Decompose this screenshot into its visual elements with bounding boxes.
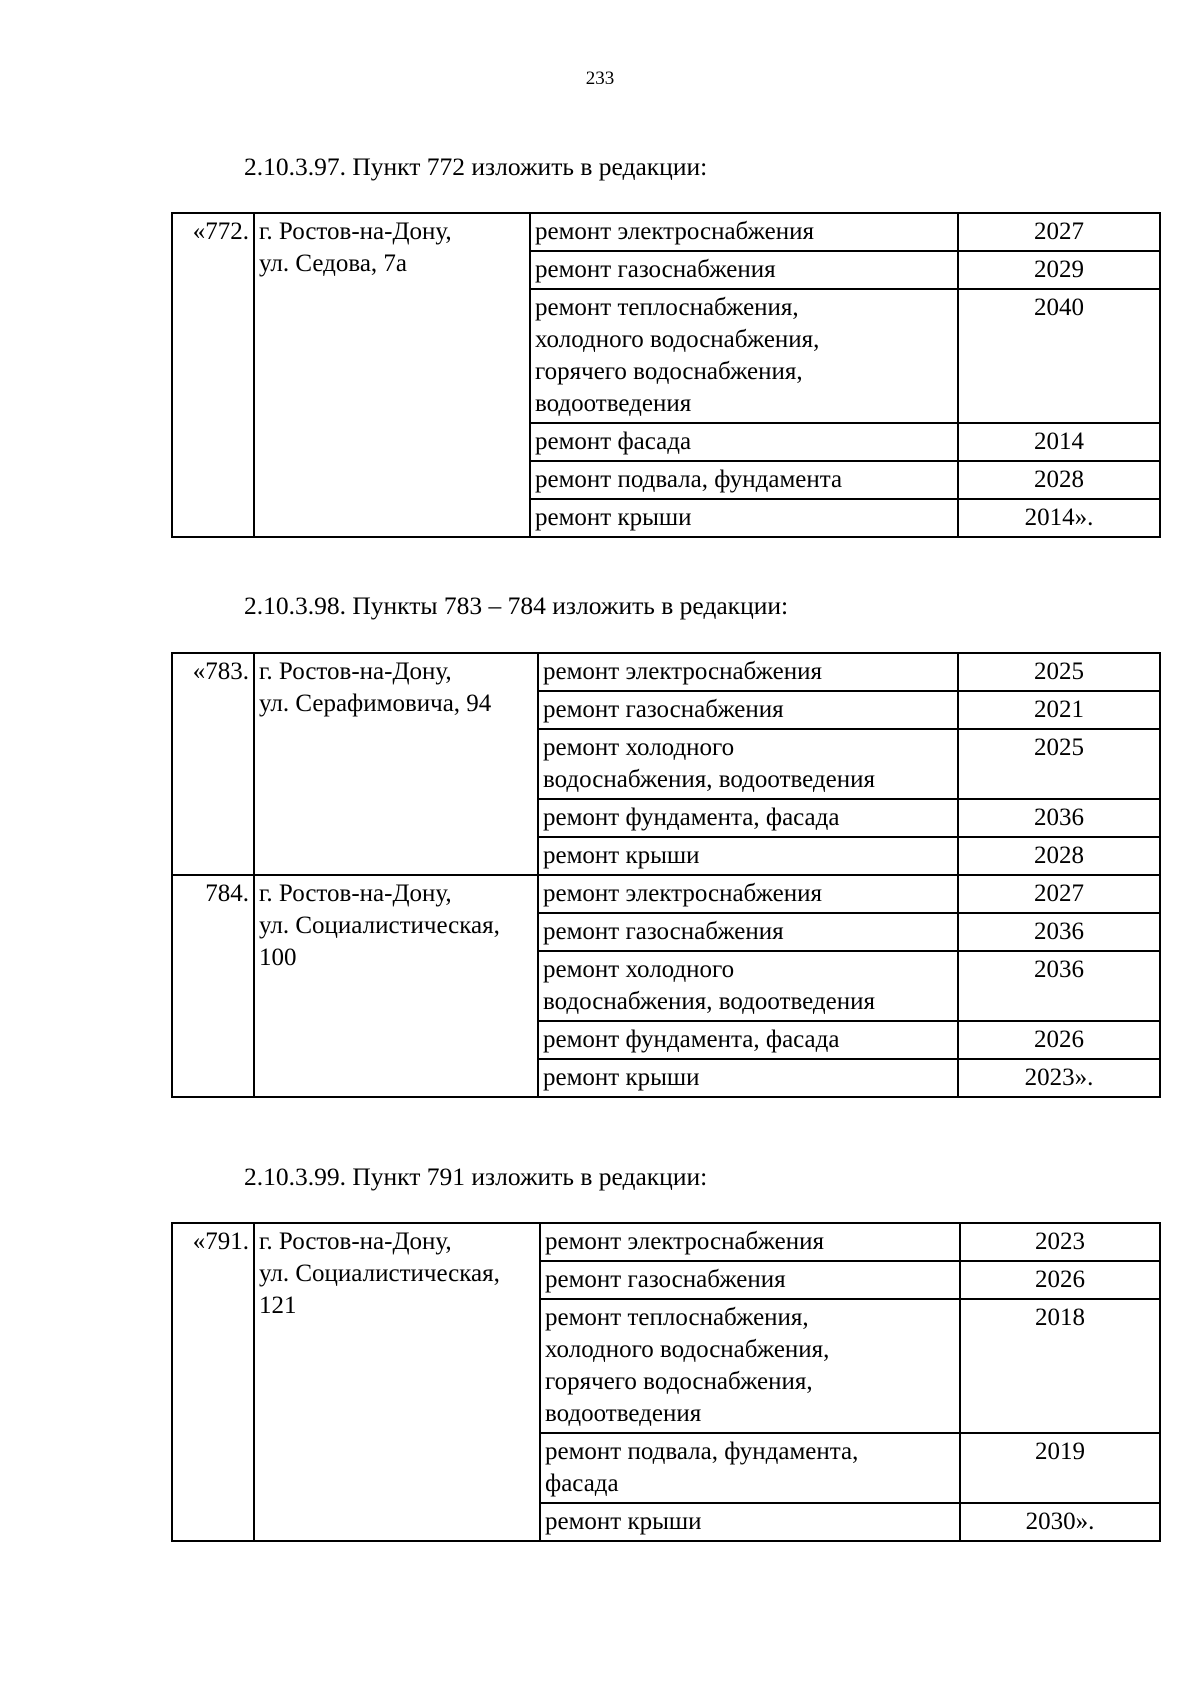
work-type-cell bbox=[540, 1433, 960, 1503]
address-line: ул. Социалистическая, bbox=[259, 912, 500, 939]
page-number: 233 bbox=[585, 68, 615, 89]
address-line: ул. Седова, 7а bbox=[259, 250, 408, 277]
work-type-line: ремонт газоснабжения bbox=[543, 696, 784, 723]
work-type-cell bbox=[530, 213, 958, 251]
year-cell: 2036 bbox=[958, 913, 1160, 951]
year-cell: 2028 bbox=[958, 837, 1160, 875]
year-cell: 2026 bbox=[958, 1021, 1160, 1059]
work-type-line: ремонт газоснабжения bbox=[545, 1266, 786, 1293]
work-type-line: ремонт электроснабжения bbox=[543, 880, 822, 907]
address-line: г. Ростов-на-Дону, bbox=[259, 658, 452, 685]
work-type-line: водоотведения bbox=[535, 390, 692, 417]
year-cell: 2036 bbox=[958, 951, 1160, 1021]
work-type-cell bbox=[538, 951, 958, 1021]
address-line: г. Ростов-на-Дону, bbox=[259, 218, 452, 245]
year-cell: 2014 bbox=[958, 423, 1160, 461]
work-type-cell bbox=[540, 1261, 960, 1299]
work-type-cell bbox=[538, 653, 958, 691]
work-type-cell bbox=[530, 289, 958, 423]
work-type-line: ремонт холодного bbox=[543, 956, 735, 983]
address-cell bbox=[254, 213, 530, 537]
work-type-line: ремонт газоснабжения bbox=[543, 918, 784, 945]
year-cell: 2027 bbox=[958, 875, 1160, 913]
year-cell: 2026 bbox=[960, 1261, 1160, 1299]
work-type-cell bbox=[540, 1223, 960, 1261]
table-row bbox=[172, 1223, 1160, 1261]
year-cell: 2023 bbox=[960, 1223, 1160, 1261]
section-heading: 2.10.3.97. Пункт 772 изложить в редакции: bbox=[244, 152, 708, 181]
table-row bbox=[172, 875, 1160, 913]
item-number: 784. bbox=[172, 875, 254, 1097]
work-type-cell bbox=[538, 875, 958, 913]
year-cell: 2027 bbox=[958, 213, 1160, 251]
year-cell: 2028 bbox=[958, 461, 1160, 499]
work-type-line: ремонт подвала, фундамента bbox=[535, 466, 843, 493]
work-type-line: ремонт электроснабжения bbox=[535, 218, 814, 245]
work-type-line: фасада bbox=[545, 1470, 619, 1497]
work-type-line: ремонт фундамента, фасада bbox=[543, 1026, 840, 1053]
year-cell: 2040 bbox=[958, 289, 1160, 423]
work-type-line: горячего водоснабжения, bbox=[535, 358, 803, 385]
address-line: 121 bbox=[259, 1292, 297, 1319]
work-type-cell bbox=[538, 691, 958, 729]
table-row bbox=[172, 653, 1160, 691]
work-type-line: ремонт крыши bbox=[545, 1508, 702, 1535]
work-type-cell bbox=[540, 1503, 960, 1541]
section-heading: 2.10.3.98. Пункты 783 – 784 изложить в редакции: bbox=[244, 591, 789, 620]
year-cell: 2021 bbox=[958, 691, 1160, 729]
work-type-line: ремонт фундамента, фасада bbox=[543, 804, 840, 831]
work-type-line: ремонт крыши bbox=[543, 842, 700, 869]
work-type-cell bbox=[538, 729, 958, 799]
table-row bbox=[172, 213, 1160, 251]
work-type-line: ремонт холодного bbox=[543, 734, 735, 761]
address-line: г. Ростов-на-Дону, bbox=[259, 880, 452, 907]
address-line: г. Ростов-на-Дону, bbox=[259, 1228, 452, 1255]
address-cell bbox=[254, 875, 538, 1097]
work-type-cell bbox=[530, 251, 958, 289]
work-type-line: холодного водоснабжения, bbox=[545, 1336, 830, 1363]
year-cell: 2029 bbox=[958, 251, 1160, 289]
work-type-cell bbox=[530, 499, 958, 537]
year-cell: 2023». bbox=[958, 1059, 1160, 1097]
address-line: 100 bbox=[259, 944, 297, 971]
address-cell bbox=[254, 653, 538, 875]
work-type-line: водоснабжения, водоотведения bbox=[543, 766, 875, 793]
work-type-line: ремонт фасада bbox=[535, 428, 692, 455]
item-number: «772. bbox=[172, 213, 254, 537]
year-cell: 2030». bbox=[960, 1503, 1160, 1541]
repair-table bbox=[171, 652, 1161, 1098]
item-number: «783. bbox=[172, 653, 254, 875]
work-type-cell bbox=[540, 1299, 960, 1433]
item-number: «791. bbox=[172, 1223, 254, 1541]
address-line: ул. Социалистическая, bbox=[259, 1260, 500, 1287]
work-type-line: ремонт подвала, фундамента, bbox=[545, 1438, 859, 1465]
work-type-cell bbox=[538, 799, 958, 837]
work-type-cell bbox=[530, 423, 958, 461]
work-type-line: ремонт электроснабжения bbox=[543, 658, 822, 685]
work-type-line: холодного водоснабжения, bbox=[535, 326, 820, 353]
work-type-line: водоотведения bbox=[545, 1400, 702, 1427]
work-type-cell bbox=[538, 913, 958, 951]
year-cell: 2018 bbox=[960, 1299, 1160, 1433]
address-line: ул. Серафимовича, 94 bbox=[259, 690, 492, 717]
work-type-line: ремонт газоснабжения bbox=[535, 256, 776, 283]
work-type-cell bbox=[530, 461, 958, 499]
work-type-cell bbox=[538, 1021, 958, 1059]
section-heading: 2.10.3.99. Пункт 791 изложить в редакции: bbox=[244, 1162, 708, 1191]
repair-table bbox=[171, 1222, 1161, 1542]
work-type-line: ремонт теплоснабжения, bbox=[535, 294, 799, 321]
work-type-line: ремонт крыши bbox=[543, 1064, 700, 1091]
work-type-line: водоснабжения, водоотведения bbox=[543, 988, 875, 1015]
year-cell: 2019 bbox=[960, 1433, 1160, 1503]
work-type-line: ремонт теплоснабжения, bbox=[545, 1304, 809, 1331]
work-type-cell bbox=[538, 837, 958, 875]
year-cell: 2014». bbox=[958, 499, 1160, 537]
address-cell bbox=[254, 1223, 540, 1541]
year-cell: 2025 bbox=[958, 653, 1160, 691]
repair-table bbox=[171, 212, 1161, 538]
work-type-line: ремонт крыши bbox=[535, 504, 692, 531]
year-cell: 2036 bbox=[958, 799, 1160, 837]
work-type-line: ремонт электроснабжения bbox=[545, 1228, 824, 1255]
work-type-cell bbox=[538, 1059, 958, 1097]
work-type-line: горячего водоснабжения, bbox=[545, 1368, 813, 1395]
year-cell: 2025 bbox=[958, 729, 1160, 799]
